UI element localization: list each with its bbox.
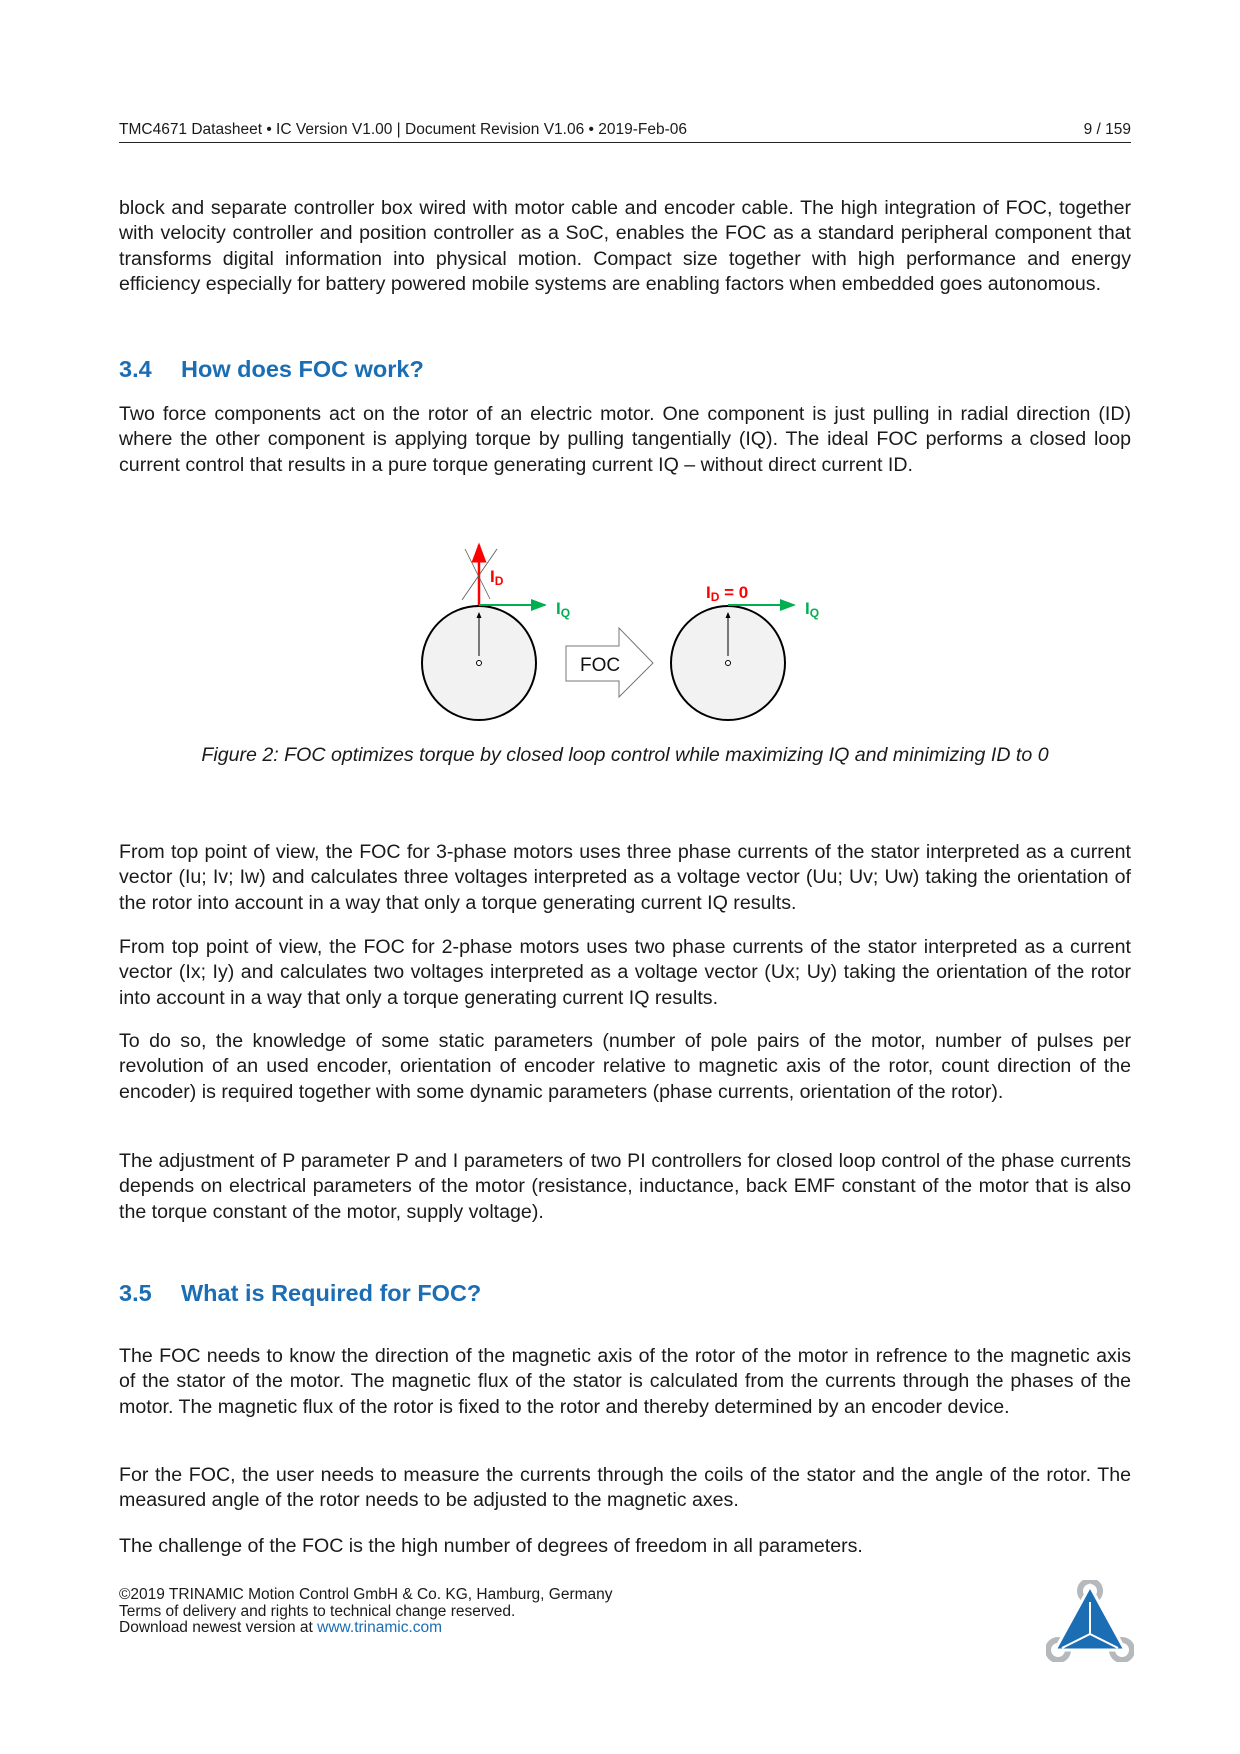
- paragraph: For the FOC, the user needs to measure the currents through the coils of the stator and the angle of the rotor. The measured angle of the rotor needs to be adjusted to the magnetic axes.: [119, 1464, 1131, 1512]
- section-heading-3-4: [119, 356, 424, 383]
- section-title: How does FOC work?: [181, 356, 424, 382]
- section-number: 3.4: [119, 356, 152, 382]
- trinamic-link[interactable]: www.trinamic.com: [317, 1619, 443, 1636]
- header-title: TMC4671 Datasheet • IC Version V1.00 | Document Revision V1.06 • 2019-Feb-06: [119, 121, 688, 138]
- section-heading-3-5: [119, 1280, 481, 1307]
- id-zero-label: ID = 0: [706, 583, 749, 604]
- rotor-right: [671, 606, 785, 720]
- section-title: What is Required for FOC?: [181, 1280, 482, 1306]
- paragraph: block and separate controller box wired with motor cable and encoder cable. The high integration of FOC, together with velocity controller and position controller as a SoC, enables the FOC as a standard peripheral component that transforms digital information into physical motion. Compact size together with high performance and energy efficiency especially for battery powered mobile systems are enabling factors when embedded goes autonomous.: [119, 197, 1131, 295]
- id-label: ID: [490, 567, 504, 588]
- paragraph: From top point of view, the FOC for 3-phase motors uses three phase currents of the stator interpreted as a current vector (Iu; Iv; Iw) and calculates three voltages interpreted as a voltage vector (Uu; Uv; Uw) taking the orientation of the rotor into account in a way that only a torque generating current IQ results.: [119, 841, 1131, 914]
- page-footer: [119, 1587, 613, 1637]
- section-number: 3.5: [119, 1280, 152, 1306]
- trinamic-logo: [1046, 1580, 1134, 1662]
- paragraph: To do so, the knowledge of some static parameters (number of pole pairs of the motor, number of pulses per revolution of an used encoder, orientation of encoder relative to magnetic axis of the rotor, count direction of the encoder) is required together with some dynamic parameters (phase currents, orientation of the rotor).: [119, 1030, 1131, 1103]
- paragraph: The challenge of the FOC is the high number of degrees of freedom in all parameters.: [119, 1535, 863, 1557]
- figure-caption: Figure 2: FOC optimizes torque by closed loop control while maximizing IQ and minimizing ID to 0: [201, 744, 1049, 766]
- download-line: Download newest version at www.trinamic.com: [119, 1619, 443, 1636]
- page-header: [119, 121, 1131, 143]
- terms: Terms of delivery and rights to technical change reserved.: [119, 1602, 516, 1620]
- page-number: 9 / 159: [1083, 121, 1131, 138]
- copyright: ©2019 TRINAMIC Motion Control GmbH & Co. KG, Hamburg, Germany: [119, 1586, 613, 1603]
- iq-label-right: IQ: [805, 599, 820, 620]
- rotor-left: [422, 606, 536, 720]
- iq-label-left: IQ: [556, 599, 571, 620]
- paragraph: The FOC needs to know the direction of the magnetic axis of the rotor of the motor in refrence to the magnetic axis of the stator of the motor. The magnetic flux of the stator is calculated from the currents through the phases of the motor. The magnetic flux of the rotor is fixed to the rotor and thereby determined by an encoder device.: [119, 1345, 1131, 1418]
- paragraph: From top point of view, the FOC for 2-phase motors uses two phase currents of the stator interpreted as a current vector (Ix; Iy) and calculates two voltages interpreted as a voltage vector (Ux; Uy) taking the orientation of the rotor into account in a way that only a torque generating current IQ results.: [119, 936, 1131, 1009]
- foc-figure: [400, 520, 840, 740]
- paragraph: The adjustment of P parameter P and I parameters of two PI controllers for closed loop control of the phase currents depends on electrical parameters of the motor (resistance, inductance, back EMF constant of the motor that is also the torque constant of the motor, supply voltage).: [119, 1150, 1131, 1223]
- paragraph: Two force components act on the rotor of an electric motor. One component is just pulling in radial direction (ID) where the other component is applying torque by pulling tangentially (IQ). The ideal FOC performs a closed loop current control that results in a pure torque generating current IQ – without direct current ID.: [119, 403, 1131, 476]
- foc-label: FOC: [580, 655, 621, 676]
